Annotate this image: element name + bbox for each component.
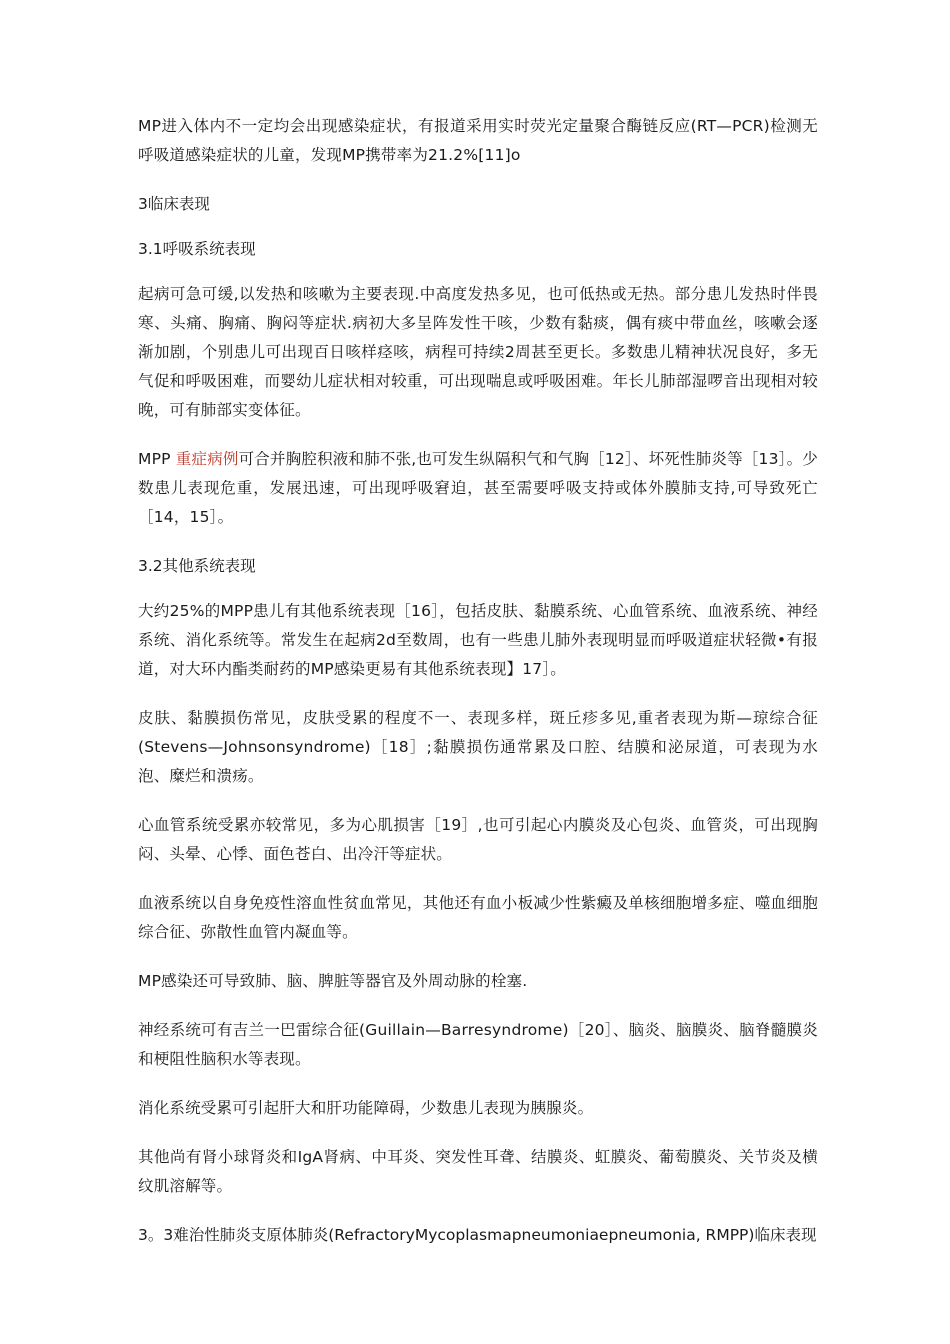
paragraph-cardiovascular: 心血管系统受累亦较常见，多为心肌损害［19］,也可引起心内膜炎及心包炎、血管炎，可出现胸闷、头晕、心悸、面色苍白、出冷汗等症状。: [138, 816, 819, 863]
paragraph-severe-cases: [138, 445, 818, 532]
paragraph-extrapulmonary: 大约25%的MPP患儿有其他系统表现［16］，包括皮肤、黏膜系统、心血管系统、血液系统、神经系统、消化系统等。常发生在起病2d至数周，也有一些患儿肺外表现明显而呼吸道症状轻微•有报道，对大环内酯类耐药的MP感染更易有其他系统表现】17］。: [138, 602, 818, 678]
paragraph-hematologic: 血液系统以自身免疫性溶血性贫血常见，其他还有血小板减少性紫癜及单核细胞增多症、噬血细胞综合征、弥散性血管内凝血等。: [138, 894, 818, 941]
document-page: [138, 112, 818, 1250]
paragraph-skin-mucosa: 皮肤、黏膜损伤常见，皮肤受累的程度不一、表现多样，斑丘疹多见,重者表现为斯—琼综合征(Stevens—Johnsonsyndrome)［18］;黏膜损伤通常累及口腔、结膜和泌尿道，可表现为水泡、糜烂和溃疡。: [138, 709, 818, 785]
severe-prefix: MPP: [138, 450, 176, 468]
subsection-heading-other-systems: 3.2其他系统表现: [138, 557, 256, 575]
paragraph-mp-carriage: MP进入体内不一定均会出现感染症状，有报道采用实时荧光定量聚合酶链反应(RT—PCR)检测无呼吸道感染症状的儿童，发现MP携带率为21.2%[11]o: [138, 117, 818, 164]
subsection-heading-rmpp: 3。3难治性肺炎支原体肺炎(RefractoryMycoplasmapneumoniaepneumonia, RMPP)临床表现: [138, 1226, 817, 1244]
section-heading-clinical-manifestations: 3临床表现: [138, 195, 210, 213]
paragraph-other-involvement: 其他尚有肾小球肾炎和IgA肾病、中耳炎、突发性耳聋、结膜炎、虹膜炎、葡萄膜炎、关节炎及横纹肌溶解等。: [138, 1148, 818, 1195]
subsection-heading-respiratory: 3.1呼吸系统表现: [138, 240, 256, 258]
severe-cases-link[interactable]: 重症病例: [175, 450, 239, 468]
paragraph-respiratory-symptoms: 起病可急可缓,以发热和咳嗽为主要表现.中高度发热多见，也可低热或无热。部分患儿发热时伴畏寒、头痛、胸痛、胸闷等症状.病初大多呈阵发性干咳，少数有黏痰，偶有痰中带血丝，咳嗽会逐渐加剧，个别患儿可出现百日咳样痉咳，病程可持续2周甚至更长。多数患儿精神状况良好，多无气促和呼吸困难，而婴幼儿症状相对较重，可出现喘息或呼吸困难。年长儿肺部湿啰音出现相对较晚，可有肺部实变体征。: [138, 285, 818, 419]
severe-rest: 可合并胸腔积液和肺不张,也可发生纵隔积气和气胸［12］、坏死性肺炎等［13］。少数患儿表现危重，发展迅速，可出现呼吸窘迫，甚至需要呼吸支持或体外膜肺支持,可导致死亡［14，15］。: [138, 450, 818, 526]
paragraph-digestive: 消化系统受累可引起肝大和肝功能障碍，少数患儿表现为胰腺炎。: [138, 1099, 594, 1117]
paragraph-neurologic: 神经系统可有吉兰一巴雷综合征(Guillain—Barresyndrome)［20］、脑炎、脑膜炎、脑脊髓膜炎和梗阻性脑积水等表现。: [138, 1021, 818, 1068]
paragraph-embolism: MP感染还可导致肺、脑、脾脏等器官及外周动脉的栓塞.: [138, 972, 528, 990]
